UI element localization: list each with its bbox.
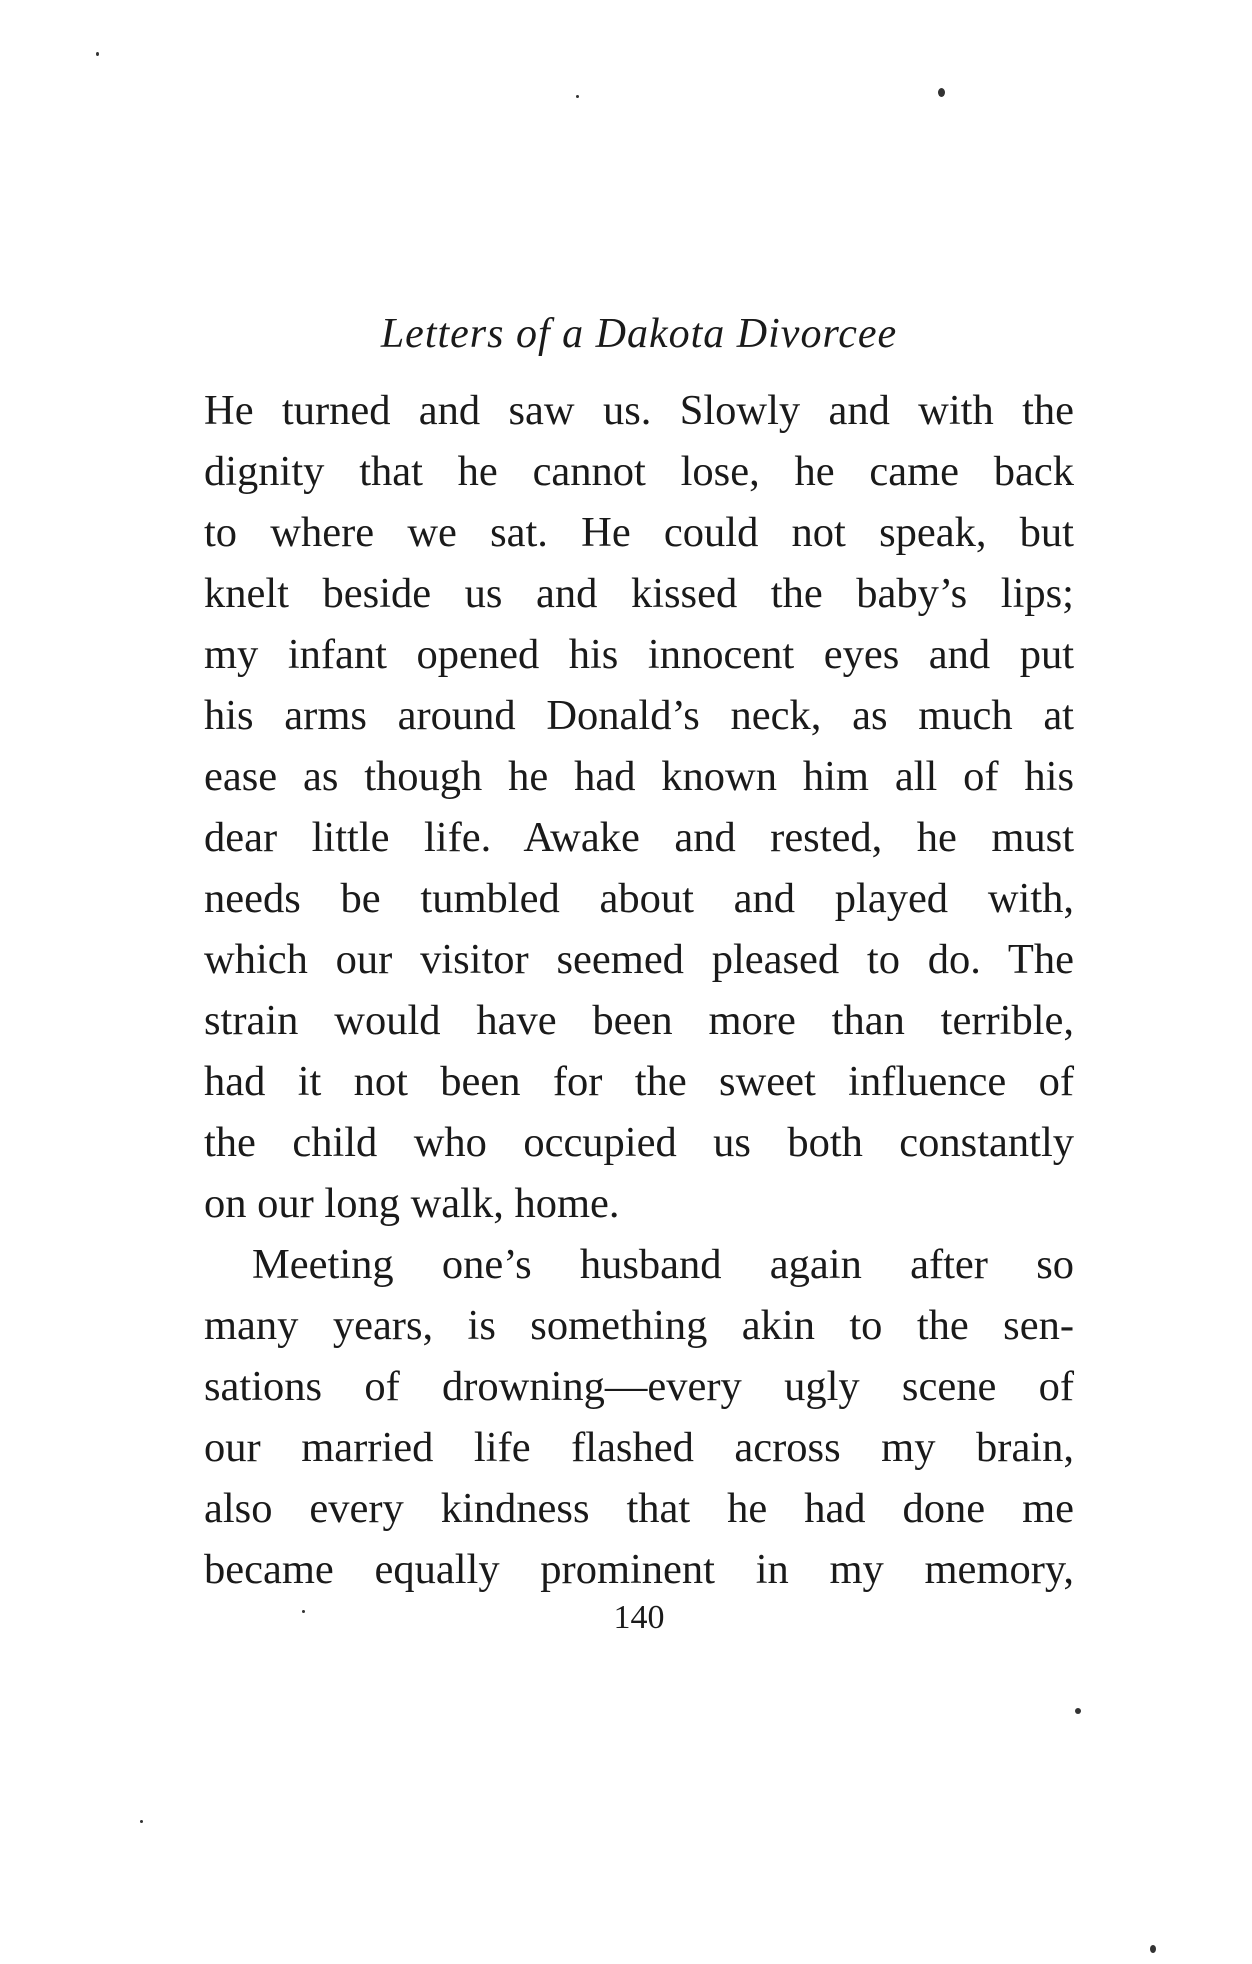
text-line: strain would have been more than terrible,: [204, 997, 1074, 1044]
text-line: became equally prominent in my memory,: [204, 1546, 1074, 1593]
body-text: [204, 380, 1074, 1600]
text-line: sations of drowning—every ugly scene of: [204, 1363, 1074, 1410]
scan-speck: [140, 1820, 143, 1823]
scan-speck: [1075, 1708, 1081, 1714]
text-line: also every kindness that he had done me: [204, 1485, 1074, 1532]
scan-speck: [576, 95, 579, 98]
scan-speck: [1150, 1945, 1156, 1953]
text-line: dignity that he cannot lose, he came back: [204, 448, 1074, 495]
text-line: our married life flashed across my brain,: [204, 1424, 1074, 1471]
text-line: dear little life. Awake and rested, he must: [204, 814, 1074, 861]
paragraph: [204, 1234, 1074, 1600]
text-line: many years, is something akin to the sen-: [204, 1302, 1074, 1349]
scan-speck: [96, 52, 99, 56]
text-line: on our long walk, home.: [204, 1180, 620, 1227]
text-line: which our visitor seemed pleased to do. The: [204, 936, 1074, 983]
text-line: needs be tumbled about and played with,: [204, 875, 1074, 922]
text-line: my infant opened his innocent eyes and put: [204, 631, 1074, 678]
text-line: knelt beside us and kissed the baby’s lips;: [204, 570, 1074, 617]
running-head: Letters of a Dakota Divorcee: [380, 311, 898, 357]
text-line: to where we sat. He could not speak, but: [204, 509, 1074, 556]
scan-speck: [938, 88, 945, 97]
text-line: had it not been for the sweet influence of: [204, 1058, 1074, 1105]
text-line: Meeting one’s husband again after so: [252, 1241, 1074, 1288]
text-line: the child who occupied us both constantly: [204, 1119, 1074, 1166]
text-line: his arms around Donald’s neck, as much at: [204, 692, 1074, 739]
text-line: ease as though he had known him all of his: [204, 753, 1074, 800]
text-line: He turned and saw us. Slowly and with the: [204, 387, 1074, 434]
paragraph: [204, 380, 1074, 1234]
page-number: 140: [613, 1599, 665, 1636]
